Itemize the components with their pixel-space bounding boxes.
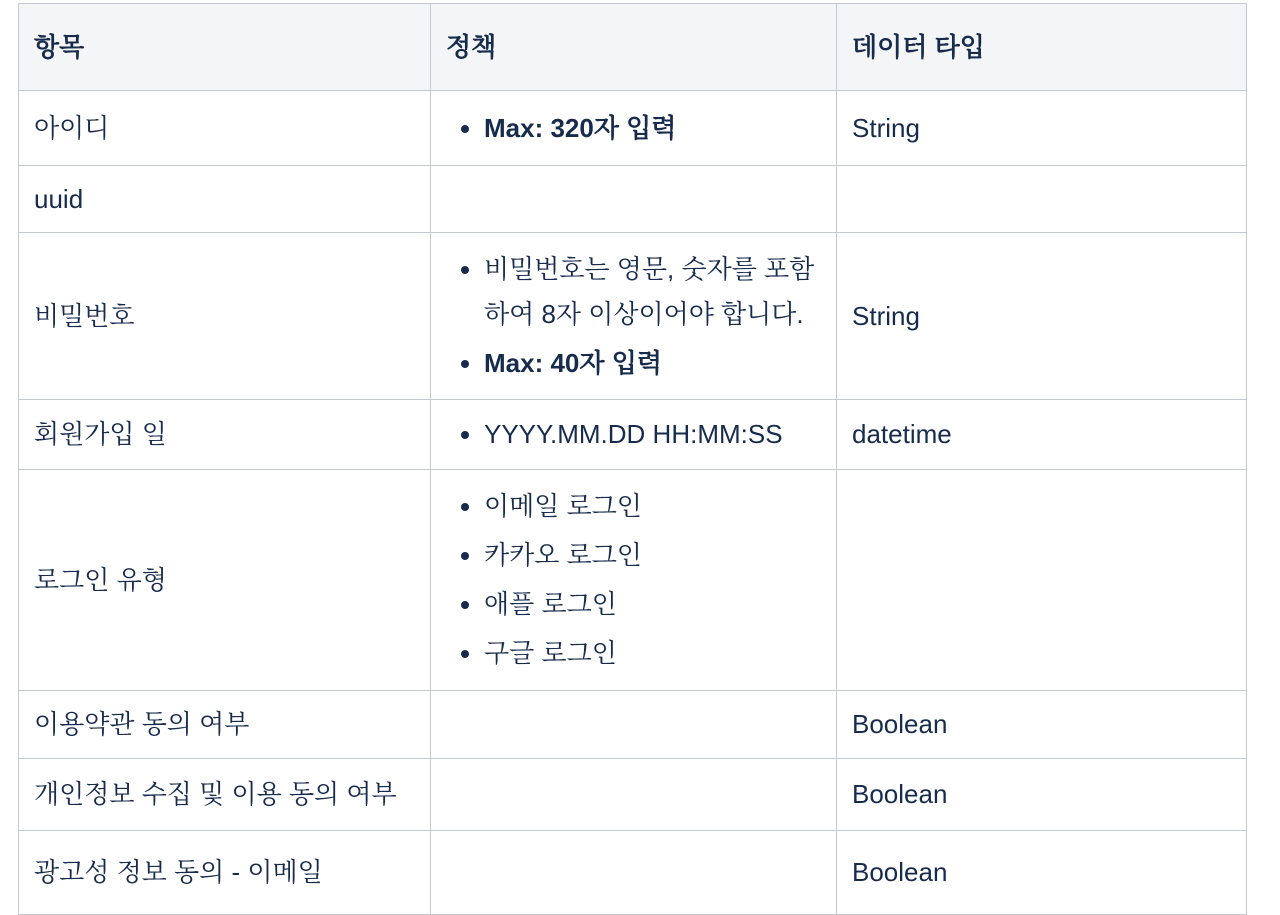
policy-list [446,106,821,151]
policy-list [446,484,821,676]
policy-cell [431,691,837,759]
item-label: 로그인 유형 [34,564,167,595]
table-row [19,470,1247,691]
column-header-item: 항목 [19,4,431,91]
column-header-policy: 정책 [431,4,837,91]
page [0,3,1280,887]
policy-item: • YYYY.MM.DD HH:MM:SS [484,412,821,457]
policy-item-bold-text: Max: 40자 입력 [484,347,662,378]
item-label: uuid [34,183,84,214]
datatype-cell [837,91,1247,166]
policy-cell [431,400,837,470]
item-label: 비밀번호 [34,300,135,331]
table-header [19,4,1247,91]
datatype-cell [837,233,1247,400]
policy-item: • 비밀번호는 영문, 숫자를 포함하여 8자 이상이어야 합니다. [484,247,821,337]
table-row [19,831,1247,915]
item-label: 회원가입 일 [34,419,167,449]
table-row [19,691,1247,759]
policy-list [446,247,821,386]
item-cell [19,691,431,759]
datatype-label: String [852,300,920,331]
policy-item: • 이메일 로그인 [484,484,821,529]
item-cell [19,400,431,470]
policy-cell [431,470,837,691]
policy-cell [431,166,837,233]
item-cell [19,759,431,831]
datatype-label: datetime [852,419,952,449]
policy-table [18,3,1247,915]
column-header-datatype: 데이터 타입 [837,4,1247,91]
table-row [19,91,1247,166]
item-label: 개인정보 수집 및 이용 동의 여부 [34,779,397,809]
item-cell [19,831,431,915]
policy-list [446,412,821,457]
header-row [19,4,1247,91]
datatype-cell [837,691,1247,759]
policy-cell [431,233,837,400]
policy-cell [431,831,837,915]
item-cell [19,91,431,166]
table-row [19,166,1247,233]
item-label: 광고성 정보 동의 - 이메일 [34,857,323,887]
policy-item-bold-text: Max: 320자 입력 [484,112,677,143]
datatype-cell [837,166,1247,233]
datatype-label: String [852,112,920,143]
table-row [19,759,1247,831]
item-cell [19,166,431,233]
policy-item: • 카카오 로그인 [484,533,821,578]
table-row [19,233,1247,400]
policy-item: • 애플 로그인 [484,582,821,627]
policy-cell [431,759,837,831]
datatype-label: Boolean [852,779,948,809]
item-cell [19,470,431,691]
table-body [19,91,1247,915]
datatype-label: Boolean [852,709,948,739]
item-cell [19,233,431,400]
policy-item [484,341,821,386]
policy-cell [431,91,837,166]
datatype-cell [837,470,1247,691]
item-label: 아이디 [34,112,110,143]
datatype-cell [837,831,1247,915]
policy-item [484,106,821,151]
datatype-label: Boolean [852,857,948,887]
policy-item: • 구글 로그인 [484,631,821,676]
datatype-cell [837,400,1247,470]
datatype-cell [837,759,1247,831]
table-row [19,400,1247,470]
item-label: 이용약관 동의 여부 [34,709,250,739]
